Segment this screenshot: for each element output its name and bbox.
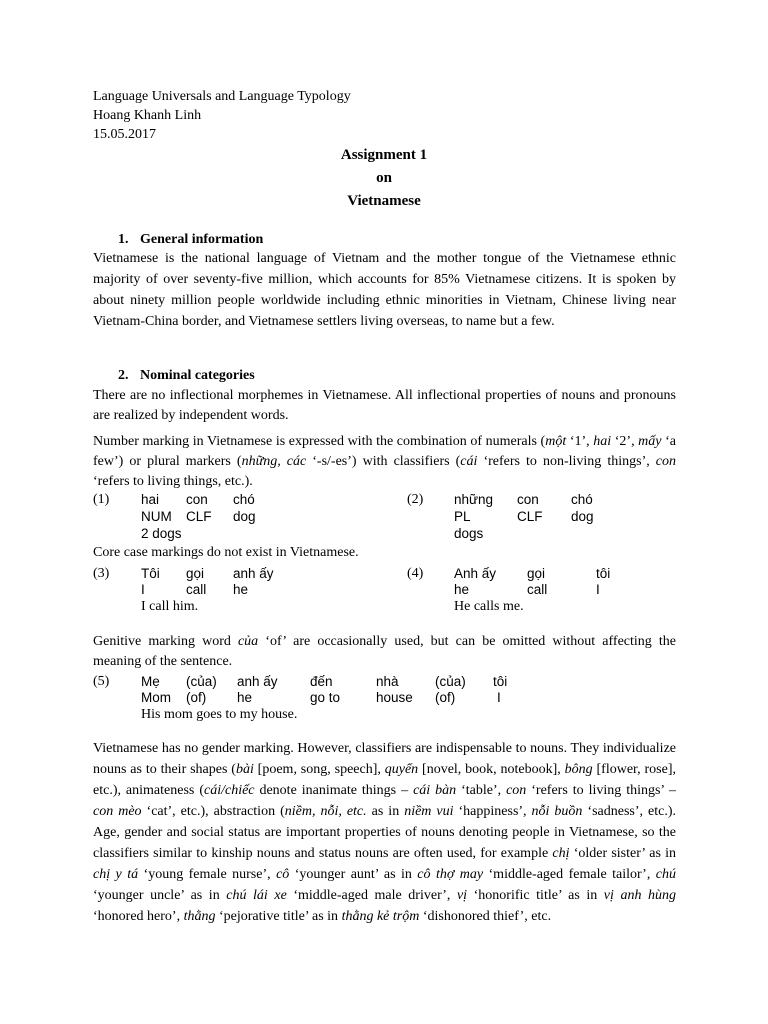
example-gloss: I <box>596 582 600 597</box>
example-word: chó <box>571 492 593 507</box>
example-gloss: CLF <box>186 509 212 524</box>
example-number: (5) <box>93 674 110 689</box>
example-gloss: Mom <box>141 690 171 705</box>
example-word: tôi <box>596 566 611 581</box>
example-translation: He calls me. <box>454 599 524 614</box>
example-word: gọi <box>527 566 546 581</box>
example-gloss: he <box>233 582 249 597</box>
section-1-title: General information <box>140 232 264 247</box>
example-number: (4) <box>407 566 424 581</box>
section-2-intro: There are no inflectional morphemes in Vietnamese. All inflectional properties of nouns and pronouns are realized by independent words. <box>93 388 676 423</box>
example-gloss: go to <box>310 690 341 705</box>
example-word: Mẹ <box>141 674 160 689</box>
example-word: nhà <box>376 674 399 689</box>
example-word: Tôi <box>141 566 160 581</box>
example-translation: 2 dogs <box>141 526 182 541</box>
gender-classifier-paragraph: Vietnamese has no gender marking. However, classifiers are indispensable to nouns. They individualize nouns as to their shapes (bài [poem, song, speech], quyển [novel, book, notebook], bông [flower, rose], etc.), animateness (cái/chiếc denote inanimate things – cái bàn ‘table’, con ‘refers to living things’ – con mèo ‘cat’, etc.), abstraction (niềm, nỗi, etc. as in niềm vui ‘happiness’, nỗi buồn ‘sadness’, etc.). Age, gender and social status are important properties of nouns denoting people in Vietnamese, so the classifiers similar to kinship nouns and status nouns are often used, for example chị ‘older sister’ as in chị y tá ‘young female nurse’, cô ‘younger aunt’ as in cô thợ may ‘middle-aged female tailor’, chú ‘younger uncle’ as in chú lái xe ‘middle-aged male driver’, vị ‘honorific title’ as in vị anh hùng ‘honored hero’, thằng ‘pejorative title’ as in thằng kẻ trộm ‘dishonored thief’, etc. <box>93 741 677 924</box>
example-gloss: (of) <box>186 690 207 705</box>
section-1-heading <box>118 232 263 248</box>
example-word: chó <box>233 492 255 507</box>
example-word: anh ấy <box>237 674 278 689</box>
title-line-2: on <box>376 170 392 186</box>
example-gloss: dog <box>233 509 256 524</box>
example-gloss: dog <box>571 509 594 524</box>
example-gloss: call <box>186 582 207 597</box>
example-translation: dogs <box>454 526 484 541</box>
title-line-3: Vietnamese <box>347 193 421 209</box>
section-2-heading <box>118 368 255 384</box>
example-word: những <box>454 492 494 507</box>
example-translation: His mom goes to my house. <box>141 707 298 722</box>
example-gloss: NUM <box>141 509 172 524</box>
example-gloss: I <box>497 690 501 705</box>
example-word: hai <box>141 492 160 507</box>
example-gloss: (of) <box>435 690 456 705</box>
example-word: tôi <box>493 674 508 689</box>
example-word: gọi <box>186 566 205 581</box>
example-number: (1) <box>93 492 110 507</box>
section-1-number: 1. <box>118 232 129 247</box>
case-marking-text: Core case markings do not exist in Vietnamese. <box>93 545 359 560</box>
example-number: (2) <box>407 492 424 507</box>
example-gloss: house <box>376 690 413 705</box>
example-word: con <box>186 492 208 507</box>
example-number: (3) <box>93 566 110 581</box>
section-2-title: Nominal categories <box>140 368 255 383</box>
example-translation: I call him. <box>141 599 199 614</box>
example-word: con <box>517 492 539 507</box>
example-word: đến <box>310 674 333 689</box>
document-date: 15.05.2017 <box>93 127 156 142</box>
course-name: Language Universals and Language Typology <box>93 89 351 104</box>
example-gloss: I <box>141 582 145 597</box>
section-1-paragraph: Vietnamese is the national language of Vietnam and the mother tongue of the Vietnamese ethnic majority of over seventy-five million, which accounts for 85% Vietnamese citizens. It is spoken by about ninety million people worldwide including ethnic minorities in Vietnam, Chinese living near Vietnam-China border, and Vietnamese settlers living overseas, to name but a few. <box>93 251 676 329</box>
example-gloss: CLF <box>517 509 543 524</box>
example-gloss: he <box>454 582 470 597</box>
example-word: (của) <box>435 674 466 689</box>
genitive-paragraph: Genitive marking word của ‘of’ are occasionally used, but can be omitted without affecting the meaning of the sentence. <box>93 634 677 669</box>
example-gloss: call <box>527 582 548 597</box>
example-gloss: PL <box>454 509 471 524</box>
title-line-1: Assignment 1 <box>340 147 428 163</box>
example-word: (của) <box>186 674 217 689</box>
author-name: Hoang Khanh Linh <box>93 108 202 123</box>
example-word: anh ấy <box>233 566 274 581</box>
number-marking-paragraph: Number marking in Vietnamese is expressed with the combination of numerals (một ‘1’, hai ‘2’, mấy ‘a few’) or plural markers (những, các ‘-s/-es’) with classifiers (cái ‘refers to non-living things’, con ‘refers to living things, etc.). <box>93 434 677 489</box>
example-word: Anh ấy <box>454 566 497 581</box>
section-2-number: 2. <box>118 368 129 383</box>
example-gloss: he <box>237 690 253 705</box>
